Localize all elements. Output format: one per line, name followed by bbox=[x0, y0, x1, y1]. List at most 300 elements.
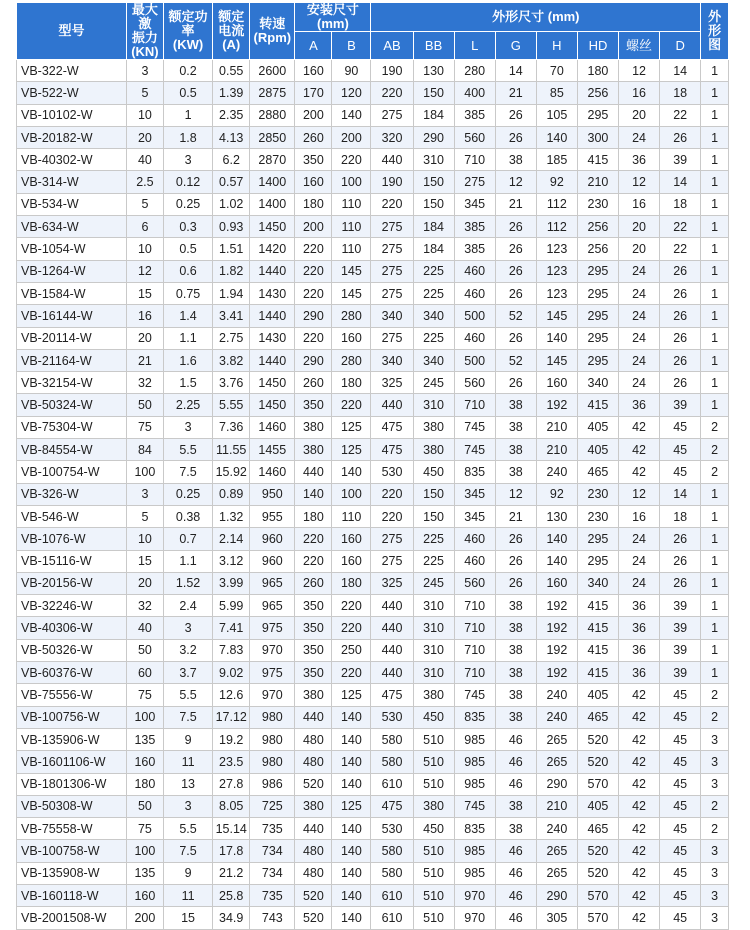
cell-power: 0.3 bbox=[163, 216, 212, 238]
cell-shape: 1 bbox=[701, 60, 729, 82]
cell-d: 22 bbox=[660, 104, 701, 126]
cell-install-b: 280 bbox=[332, 349, 371, 371]
header-shape: 外 形 图 bbox=[701, 3, 729, 60]
cell-force: 16 bbox=[126, 305, 163, 327]
cell-ab: 275 bbox=[371, 260, 413, 282]
cell-power: 7.5 bbox=[163, 706, 212, 728]
cell-install-a: 260 bbox=[295, 572, 332, 594]
table-row bbox=[17, 662, 729, 684]
cell-install-a: 220 bbox=[295, 528, 332, 550]
cell-bb: 340 bbox=[413, 349, 454, 371]
cell-speed: 950 bbox=[250, 483, 295, 505]
cell-current: 7.83 bbox=[213, 639, 250, 661]
cell-force: 100 bbox=[126, 461, 163, 483]
cell-bolt: 24 bbox=[619, 327, 660, 349]
cell-l: 710 bbox=[454, 595, 495, 617]
cell-hd: 210 bbox=[577, 171, 618, 193]
cell-bolt: 42 bbox=[619, 862, 660, 884]
cell-ab: 610 bbox=[371, 773, 413, 795]
cell-bolt: 16 bbox=[619, 505, 660, 527]
cell-hd: 256 bbox=[577, 82, 618, 104]
cell-g: 26 bbox=[495, 238, 536, 260]
cell-d: 26 bbox=[660, 305, 701, 327]
cell-install-a: 160 bbox=[295, 171, 332, 193]
cell-install-b: 200 bbox=[332, 126, 371, 148]
cell-d: 26 bbox=[660, 372, 701, 394]
cell-power: 0.5 bbox=[163, 82, 212, 104]
cell-install-b: 220 bbox=[332, 595, 371, 617]
cell-bolt: 42 bbox=[619, 706, 660, 728]
cell-hd: 405 bbox=[577, 416, 618, 438]
cell-d: 45 bbox=[660, 751, 701, 773]
cell-current: 7.36 bbox=[213, 416, 250, 438]
cell-install-b: 140 bbox=[332, 461, 371, 483]
header-hd: HD bbox=[577, 32, 618, 60]
cell-speed: 1460 bbox=[250, 416, 295, 438]
cell-bolt: 42 bbox=[619, 751, 660, 773]
cell-speed: 970 bbox=[250, 684, 295, 706]
cell-power: 11 bbox=[163, 751, 212, 773]
cell-install-b: 140 bbox=[332, 773, 371, 795]
cell-l: 460 bbox=[454, 260, 495, 282]
cell-current: 0.93 bbox=[213, 216, 250, 238]
cell-l: 710 bbox=[454, 149, 495, 171]
table-row bbox=[17, 684, 729, 706]
cell-h: 192 bbox=[536, 595, 577, 617]
cell-g: 26 bbox=[495, 282, 536, 304]
cell-install-a: 350 bbox=[295, 639, 332, 661]
cell-h: 192 bbox=[536, 662, 577, 684]
cell-d: 14 bbox=[660, 60, 701, 82]
cell-install-a: 520 bbox=[295, 884, 332, 906]
cell-g: 38 bbox=[495, 416, 536, 438]
cell-model: VB-20114-W bbox=[17, 327, 127, 349]
cell-g: 26 bbox=[495, 528, 536, 550]
table-row bbox=[17, 572, 729, 594]
cell-bolt: 24 bbox=[619, 528, 660, 550]
cell-power: 13 bbox=[163, 773, 212, 795]
cell-install-a: 220 bbox=[295, 327, 332, 349]
cell-d: 45 bbox=[660, 862, 701, 884]
cell-shape: 2 bbox=[701, 416, 729, 438]
cell-h: 160 bbox=[536, 372, 577, 394]
cell-current: 17.8 bbox=[213, 840, 250, 862]
cell-l: 280 bbox=[454, 60, 495, 82]
cell-model: VB-40302-W bbox=[17, 149, 127, 171]
cell-shape: 1 bbox=[701, 193, 729, 215]
cell-power: 3 bbox=[163, 416, 212, 438]
cell-force: 20 bbox=[126, 327, 163, 349]
cell-speed: 734 bbox=[250, 840, 295, 862]
cell-g: 21 bbox=[495, 193, 536, 215]
cell-install-b: 120 bbox=[332, 82, 371, 104]
cell-install-b: 110 bbox=[332, 505, 371, 527]
cell-install-b: 220 bbox=[332, 394, 371, 416]
cell-model: VB-100754-W bbox=[17, 461, 127, 483]
cell-d: 22 bbox=[660, 238, 701, 260]
cell-bolt: 12 bbox=[619, 171, 660, 193]
cell-shape: 2 bbox=[701, 795, 729, 817]
cell-l: 970 bbox=[454, 884, 495, 906]
cell-model: VB-100756-W bbox=[17, 706, 127, 728]
cell-model: VB-50308-W bbox=[17, 795, 127, 817]
cell-d: 45 bbox=[660, 439, 701, 461]
cell-current: 2.75 bbox=[213, 327, 250, 349]
cell-l: 985 bbox=[454, 840, 495, 862]
cell-bb: 225 bbox=[413, 528, 454, 550]
cell-ab: 440 bbox=[371, 639, 413, 661]
cell-ab: 440 bbox=[371, 617, 413, 639]
cell-h: 240 bbox=[536, 706, 577, 728]
cell-hd: 340 bbox=[577, 572, 618, 594]
cell-d: 45 bbox=[660, 907, 701, 929]
cell-ab: 610 bbox=[371, 884, 413, 906]
cell-force: 2.5 bbox=[126, 171, 163, 193]
cell-d: 26 bbox=[660, 260, 701, 282]
cell-speed: 2870 bbox=[250, 149, 295, 171]
cell-install-a: 380 bbox=[295, 439, 332, 461]
cell-force: 135 bbox=[126, 862, 163, 884]
cell-h: 240 bbox=[536, 461, 577, 483]
cell-current: 15.92 bbox=[213, 461, 250, 483]
cell-bolt: 24 bbox=[619, 282, 660, 304]
cell-power: 5.5 bbox=[163, 439, 212, 461]
cell-power: 7.5 bbox=[163, 840, 212, 862]
cell-bolt: 42 bbox=[619, 840, 660, 862]
cell-shape: 1 bbox=[701, 617, 729, 639]
cell-hd: 405 bbox=[577, 684, 618, 706]
cell-current: 25.8 bbox=[213, 884, 250, 906]
cell-ab: 530 bbox=[371, 706, 413, 728]
cell-hd: 230 bbox=[577, 505, 618, 527]
table-row bbox=[17, 773, 729, 795]
cell-current: 4.13 bbox=[213, 126, 250, 148]
cell-ab: 440 bbox=[371, 149, 413, 171]
cell-install-b: 140 bbox=[332, 751, 371, 773]
cell-ab: 440 bbox=[371, 662, 413, 684]
cell-shape: 1 bbox=[701, 82, 729, 104]
table-row bbox=[17, 840, 729, 862]
header-h: H bbox=[536, 32, 577, 60]
cell-model: VB-32154-W bbox=[17, 372, 127, 394]
cell-bb: 245 bbox=[413, 572, 454, 594]
cell-h: 265 bbox=[536, 840, 577, 862]
cell-model: VB-50324-W bbox=[17, 394, 127, 416]
cell-power: 9 bbox=[163, 728, 212, 750]
cell-h: 140 bbox=[536, 528, 577, 550]
cell-h: 265 bbox=[536, 862, 577, 884]
cell-bolt: 42 bbox=[619, 795, 660, 817]
cell-bolt: 36 bbox=[619, 662, 660, 684]
cell-hd: 230 bbox=[577, 483, 618, 505]
cell-h: 85 bbox=[536, 82, 577, 104]
cell-hd: 300 bbox=[577, 126, 618, 148]
cell-shape: 3 bbox=[701, 773, 729, 795]
cell-speed: 2875 bbox=[250, 82, 295, 104]
table-row bbox=[17, 461, 729, 483]
cell-install-a: 260 bbox=[295, 372, 332, 394]
cell-bb: 225 bbox=[413, 327, 454, 349]
cell-install-b: 145 bbox=[332, 260, 371, 282]
cell-l: 560 bbox=[454, 372, 495, 394]
cell-model: VB-160118-W bbox=[17, 884, 127, 906]
cell-install-b: 125 bbox=[332, 416, 371, 438]
cell-d: 26 bbox=[660, 572, 701, 594]
table-row bbox=[17, 595, 729, 617]
cell-hd: 295 bbox=[577, 260, 618, 282]
cell-power: 0.6 bbox=[163, 260, 212, 282]
cell-g: 38 bbox=[495, 795, 536, 817]
cell-bolt: 16 bbox=[619, 82, 660, 104]
cell-speed: 970 bbox=[250, 639, 295, 661]
cell-shape: 1 bbox=[701, 171, 729, 193]
cell-hd: 570 bbox=[577, 907, 618, 929]
header-current: 额定 电流 (A) bbox=[213, 3, 250, 60]
cell-speed: 965 bbox=[250, 572, 295, 594]
cell-bb: 225 bbox=[413, 260, 454, 282]
cell-power: 1.5 bbox=[163, 372, 212, 394]
cell-current: 3.76 bbox=[213, 372, 250, 394]
cell-shape: 1 bbox=[701, 260, 729, 282]
cell-current: 19.2 bbox=[213, 728, 250, 750]
cell-shape: 1 bbox=[701, 662, 729, 684]
cell-bolt: 24 bbox=[619, 572, 660, 594]
cell-current: 1.02 bbox=[213, 193, 250, 215]
cell-current: 8.05 bbox=[213, 795, 250, 817]
cell-model: VB-60376-W bbox=[17, 662, 127, 684]
cell-l: 745 bbox=[454, 439, 495, 461]
table-row bbox=[17, 60, 729, 82]
cell-bb: 380 bbox=[413, 416, 454, 438]
cell-install-a: 140 bbox=[295, 483, 332, 505]
cell-ab: 220 bbox=[371, 82, 413, 104]
table-row bbox=[17, 728, 729, 750]
spec-table-container bbox=[16, 2, 729, 930]
cell-h: 160 bbox=[536, 572, 577, 594]
table-row bbox=[17, 483, 729, 505]
cell-d: 45 bbox=[660, 416, 701, 438]
cell-d: 18 bbox=[660, 82, 701, 104]
header-model: 型号 bbox=[17, 3, 127, 60]
cell-power: 7.5 bbox=[163, 461, 212, 483]
cell-h: 210 bbox=[536, 439, 577, 461]
table-row bbox=[17, 550, 729, 572]
cell-l: 500 bbox=[454, 305, 495, 327]
cell-h: 192 bbox=[536, 394, 577, 416]
cell-bolt: 36 bbox=[619, 149, 660, 171]
cell-model: VB-16144-W bbox=[17, 305, 127, 327]
cell-shape: 3 bbox=[701, 840, 729, 862]
cell-bb: 380 bbox=[413, 439, 454, 461]
table-row bbox=[17, 795, 729, 817]
cell-l: 400 bbox=[454, 82, 495, 104]
cell-g: 26 bbox=[495, 572, 536, 594]
cell-model: VB-84554-W bbox=[17, 439, 127, 461]
cell-model: VB-1584-W bbox=[17, 282, 127, 304]
cell-model: VB-20156-W bbox=[17, 572, 127, 594]
table-row bbox=[17, 171, 729, 193]
cell-current: 3.82 bbox=[213, 349, 250, 371]
cell-d: 26 bbox=[660, 528, 701, 550]
cell-speed: 735 bbox=[250, 884, 295, 906]
cell-speed: 986 bbox=[250, 773, 295, 795]
cell-install-b: 125 bbox=[332, 795, 371, 817]
cell-power: 1.1 bbox=[163, 327, 212, 349]
cell-g: 46 bbox=[495, 907, 536, 929]
cell-force: 3 bbox=[126, 483, 163, 505]
cell-speed: 955 bbox=[250, 505, 295, 527]
cell-power: 3 bbox=[163, 617, 212, 639]
cell-shape: 3 bbox=[701, 751, 729, 773]
cell-l: 745 bbox=[454, 416, 495, 438]
cell-model: VB-1264-W bbox=[17, 260, 127, 282]
cell-d: 14 bbox=[660, 171, 701, 193]
cell-current: 0.55 bbox=[213, 60, 250, 82]
cell-ab: 275 bbox=[371, 216, 413, 238]
cell-g: 26 bbox=[495, 550, 536, 572]
cell-g: 46 bbox=[495, 728, 536, 750]
cell-hd: 295 bbox=[577, 528, 618, 550]
cell-g: 26 bbox=[495, 216, 536, 238]
header-l: L bbox=[454, 32, 495, 60]
cell-power: 2.4 bbox=[163, 595, 212, 617]
cell-shape: 1 bbox=[701, 126, 729, 148]
cell-g: 21 bbox=[495, 82, 536, 104]
cell-ab: 475 bbox=[371, 795, 413, 817]
cell-ab: 320 bbox=[371, 126, 413, 148]
cell-current: 6.2 bbox=[213, 149, 250, 171]
cell-bolt: 42 bbox=[619, 884, 660, 906]
cell-speed: 980 bbox=[250, 751, 295, 773]
table-row bbox=[17, 884, 729, 906]
cell-bolt: 42 bbox=[619, 684, 660, 706]
cell-shape: 1 bbox=[701, 483, 729, 505]
cell-shape: 1 bbox=[701, 505, 729, 527]
cell-bb: 510 bbox=[413, 862, 454, 884]
cell-bb: 150 bbox=[413, 193, 454, 215]
cell-power: 9 bbox=[163, 862, 212, 884]
cell-hd: 180 bbox=[577, 60, 618, 82]
cell-install-b: 140 bbox=[332, 818, 371, 840]
cell-ab: 610 bbox=[371, 907, 413, 929]
cell-install-b: 100 bbox=[332, 171, 371, 193]
table-row bbox=[17, 751, 729, 773]
cell-speed: 735 bbox=[250, 818, 295, 840]
cell-speed: 960 bbox=[250, 550, 295, 572]
header-install-a: A bbox=[295, 32, 332, 60]
cell-d: 45 bbox=[660, 461, 701, 483]
table-row bbox=[17, 907, 729, 929]
cell-g: 26 bbox=[495, 126, 536, 148]
cell-speed: 725 bbox=[250, 795, 295, 817]
cell-g: 12 bbox=[495, 171, 536, 193]
header-d: D bbox=[660, 32, 701, 60]
cell-hd: 415 bbox=[577, 662, 618, 684]
cell-install-b: 280 bbox=[332, 305, 371, 327]
cell-shape: 2 bbox=[701, 461, 729, 483]
cell-bolt: 24 bbox=[619, 260, 660, 282]
cell-force: 160 bbox=[126, 884, 163, 906]
cell-bolt: 24 bbox=[619, 305, 660, 327]
table-row bbox=[17, 238, 729, 260]
cell-model: VB-75304-W bbox=[17, 416, 127, 438]
cell-current: 1.39 bbox=[213, 82, 250, 104]
cell-hd: 415 bbox=[577, 149, 618, 171]
cell-power: 0.7 bbox=[163, 528, 212, 550]
cell-install-b: 145 bbox=[332, 282, 371, 304]
cell-h: 192 bbox=[536, 617, 577, 639]
cell-d: 45 bbox=[660, 795, 701, 817]
cell-speed: 980 bbox=[250, 706, 295, 728]
cell-g: 21 bbox=[495, 505, 536, 527]
cell-d: 45 bbox=[660, 884, 701, 906]
cell-hd: 230 bbox=[577, 193, 618, 215]
table-row bbox=[17, 104, 729, 126]
cell-install-b: 250 bbox=[332, 639, 371, 661]
header-ab: AB bbox=[371, 32, 413, 60]
cell-hd: 295 bbox=[577, 305, 618, 327]
cell-g: 46 bbox=[495, 840, 536, 862]
cell-h: 92 bbox=[536, 483, 577, 505]
cell-speed: 2600 bbox=[250, 60, 295, 82]
cell-h: 240 bbox=[536, 818, 577, 840]
cell-power: 2.25 bbox=[163, 394, 212, 416]
cell-force: 100 bbox=[126, 706, 163, 728]
cell-g: 38 bbox=[495, 394, 536, 416]
cell-install-b: 125 bbox=[332, 439, 371, 461]
cell-shape: 2 bbox=[701, 439, 729, 461]
cell-install-a: 440 bbox=[295, 818, 332, 840]
cell-ab: 275 bbox=[371, 528, 413, 550]
cell-l: 745 bbox=[454, 684, 495, 706]
cell-ab: 530 bbox=[371, 818, 413, 840]
table-row bbox=[17, 282, 729, 304]
cell-install-b: 110 bbox=[332, 193, 371, 215]
cell-install-a: 480 bbox=[295, 751, 332, 773]
cell-d: 18 bbox=[660, 505, 701, 527]
cell-speed: 743 bbox=[250, 907, 295, 929]
cell-bolt: 24 bbox=[619, 126, 660, 148]
cell-ab: 580 bbox=[371, 728, 413, 750]
cell-shape: 1 bbox=[701, 104, 729, 126]
cell-force: 60 bbox=[126, 662, 163, 684]
cell-shape: 1 bbox=[701, 282, 729, 304]
cell-g: 26 bbox=[495, 372, 536, 394]
cell-bolt: 36 bbox=[619, 394, 660, 416]
cell-install-a: 220 bbox=[295, 260, 332, 282]
cell-bb: 510 bbox=[413, 884, 454, 906]
cell-install-a: 440 bbox=[295, 706, 332, 728]
cell-bb: 310 bbox=[413, 394, 454, 416]
cell-shape: 1 bbox=[701, 327, 729, 349]
table-row bbox=[17, 305, 729, 327]
cell-bb: 510 bbox=[413, 773, 454, 795]
cell-l: 385 bbox=[454, 104, 495, 126]
cell-l: 345 bbox=[454, 193, 495, 215]
cell-bb: 184 bbox=[413, 238, 454, 260]
cell-install-a: 520 bbox=[295, 773, 332, 795]
table-row bbox=[17, 706, 729, 728]
table-row bbox=[17, 82, 729, 104]
cell-speed: 1400 bbox=[250, 193, 295, 215]
cell-h: 70 bbox=[536, 60, 577, 82]
cell-bb: 150 bbox=[413, 171, 454, 193]
cell-shape: 1 bbox=[701, 394, 729, 416]
cell-model: VB-50326-W bbox=[17, 639, 127, 661]
cell-ab: 440 bbox=[371, 394, 413, 416]
cell-install-a: 480 bbox=[295, 862, 332, 884]
cell-power: 1.6 bbox=[163, 349, 212, 371]
